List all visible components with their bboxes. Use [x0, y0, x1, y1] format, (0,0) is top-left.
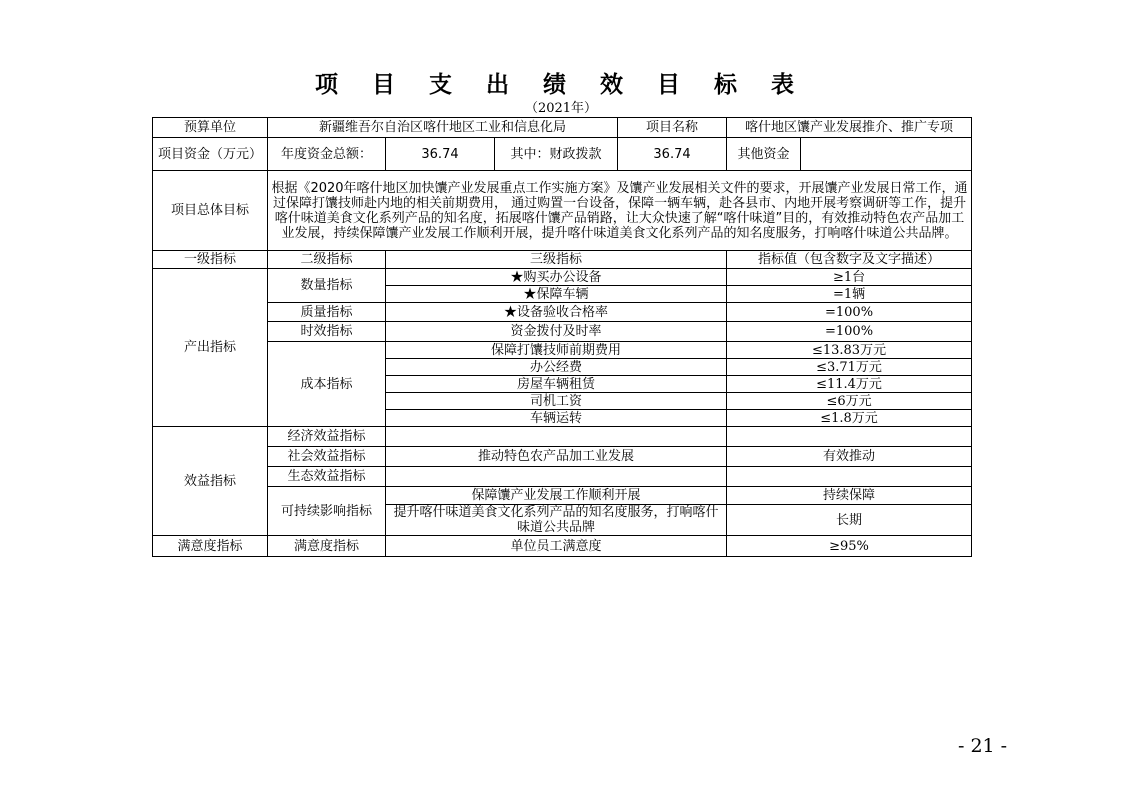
table-row	[153, 447, 972, 467]
value-cell: ≤3.71万元	[727, 359, 972, 376]
page-title: 项 目 支 出 绩 效 目 标 表	[314, 71, 808, 98]
value-cell: =100%	[727, 303, 972, 322]
budget-unit-row	[153, 118, 972, 138]
page-number: - 21 -	[958, 735, 1008, 757]
satisfaction-indicator-label: 满意度指标	[153, 536, 268, 557]
indicator-cell: 车辆运转	[386, 410, 727, 427]
benefit-indicator-label: 效益指标	[153, 427, 268, 536]
value-cell: ≥95%	[727, 536, 972, 557]
value-cell: 长期	[727, 505, 972, 536]
table-row	[153, 487, 972, 505]
social-indicator-label: 社会效益指标	[268, 447, 386, 467]
indicator-cell: 办公经费	[386, 359, 727, 376]
table-row	[153, 322, 972, 342]
value-cell: ≤13.83万元	[727, 342, 972, 359]
output-indicator-label: 产出指标	[153, 269, 268, 427]
table-row	[153, 467, 972, 487]
quality-indicator-label: 质量指标	[268, 303, 386, 322]
other-funds-label: 其他资金	[727, 138, 801, 171]
column-header-row	[153, 251, 972, 269]
annual-total-value: 36.74	[386, 138, 495, 171]
annual-total-label: 年度资金总额：	[268, 138, 386, 171]
overall-goal-row	[153, 171, 972, 251]
value-cell: ≤11.4万元	[727, 376, 972, 393]
indicator-cell: ★保障车辆	[386, 286, 727, 303]
funds-row	[153, 138, 972, 171]
value-cell: 持续保障	[727, 487, 972, 505]
indicator-cell: 司机工资	[386, 393, 727, 410]
value-cell	[727, 427, 972, 447]
project-name-label: 项目名称	[618, 118, 727, 138]
economic-indicator-label: 经济效益指标	[268, 427, 386, 447]
indicator-cell: 房屋车辆租赁	[386, 376, 727, 393]
budget-unit-label: 预算单位	[153, 118, 268, 138]
indicator-cell: 提升喀什味道美食文化系列产品的知名度服务，打响喀什味道公共品牌	[386, 505, 727, 536]
fiscal-value: 36.74	[618, 138, 727, 171]
table-row	[153, 303, 972, 322]
value-cell	[727, 467, 972, 487]
overall-goal-text: 根据《2020年喀什地区加快馕产业发展重点工作实施方案》及馕产业发展相关文件的要求，开展馕产业发展日常工作，通过保障打馕技师赴内地的相关前期费用， 通过购置一台设备，保障一辆车辆，赴各县市、内地开展考察调研等工作，提升喀什味道美食文化系列产品的知名度，拓展喀什馕产品销路，让大众快速了解“喀什味道”目的，有效推动特色农产品加工业发展，持续保障馕产业发展工作顺利开展，提升喀什味道美食文化系列产品的知名度服务，打响喀什味道公共品牌。	[268, 171, 972, 251]
column-value: 指标值（包含数字及文字描述）	[727, 251, 972, 269]
indicator-cell: 保障打馕技师前期费用	[386, 342, 727, 359]
quantity-indicator-label: 数量指标	[268, 269, 386, 303]
indicator-cell	[386, 467, 727, 487]
funds-label: 项目资金（万元）	[153, 138, 268, 171]
overall-goal-label: 项目总体目标	[153, 171, 268, 251]
project-name-value: 喀什地区馕产业发展推介、推广专项	[727, 118, 972, 138]
indicator-cell: 单位员工满意度	[386, 536, 727, 557]
column-level3: 三级指标	[386, 251, 727, 269]
column-level2: 二级指标	[268, 251, 386, 269]
other-funds-value	[801, 138, 972, 171]
sustainable-indicator-label: 可持续影响指标	[268, 487, 386, 536]
indicator-cell: ★购买办公设备	[386, 269, 727, 286]
satisfaction-sub-label: 满意度指标	[268, 536, 386, 557]
table-row	[153, 536, 972, 557]
fiscal-label: 其中：财政拨款	[495, 138, 618, 171]
budget-unit-value: 新疆维吾尔自治区喀什地区工业和信息化局	[268, 118, 618, 138]
indicator-cell: 保障馕产业发展工作顺利开展	[386, 487, 727, 505]
indicator-cell: 资金拨付及时率	[386, 322, 727, 342]
value-cell: ≤1.8万元	[727, 410, 972, 427]
indicator-cell: 推动特色农产品加工业发展	[386, 447, 727, 467]
year-label: （2021年）	[524, 101, 598, 116]
table-row	[153, 342, 972, 359]
value-cell: =1辆	[727, 286, 972, 303]
value-cell: =100%	[727, 322, 972, 342]
value-cell: ≥1台	[727, 269, 972, 286]
timeliness-indicator-label: 时效指标	[268, 322, 386, 342]
column-level1: 一级指标	[153, 251, 268, 269]
table-row	[153, 269, 972, 286]
indicator-cell: ★设备验收合格率	[386, 303, 727, 322]
ecological-indicator-label: 生态效益指标	[268, 467, 386, 487]
table-row	[153, 427, 972, 447]
performance-table	[152, 117, 972, 557]
value-cell: ≤6万元	[727, 393, 972, 410]
indicator-cell	[386, 427, 727, 447]
cost-indicator-label: 成本指标	[268, 342, 386, 427]
value-cell: 有效推动	[727, 447, 972, 467]
